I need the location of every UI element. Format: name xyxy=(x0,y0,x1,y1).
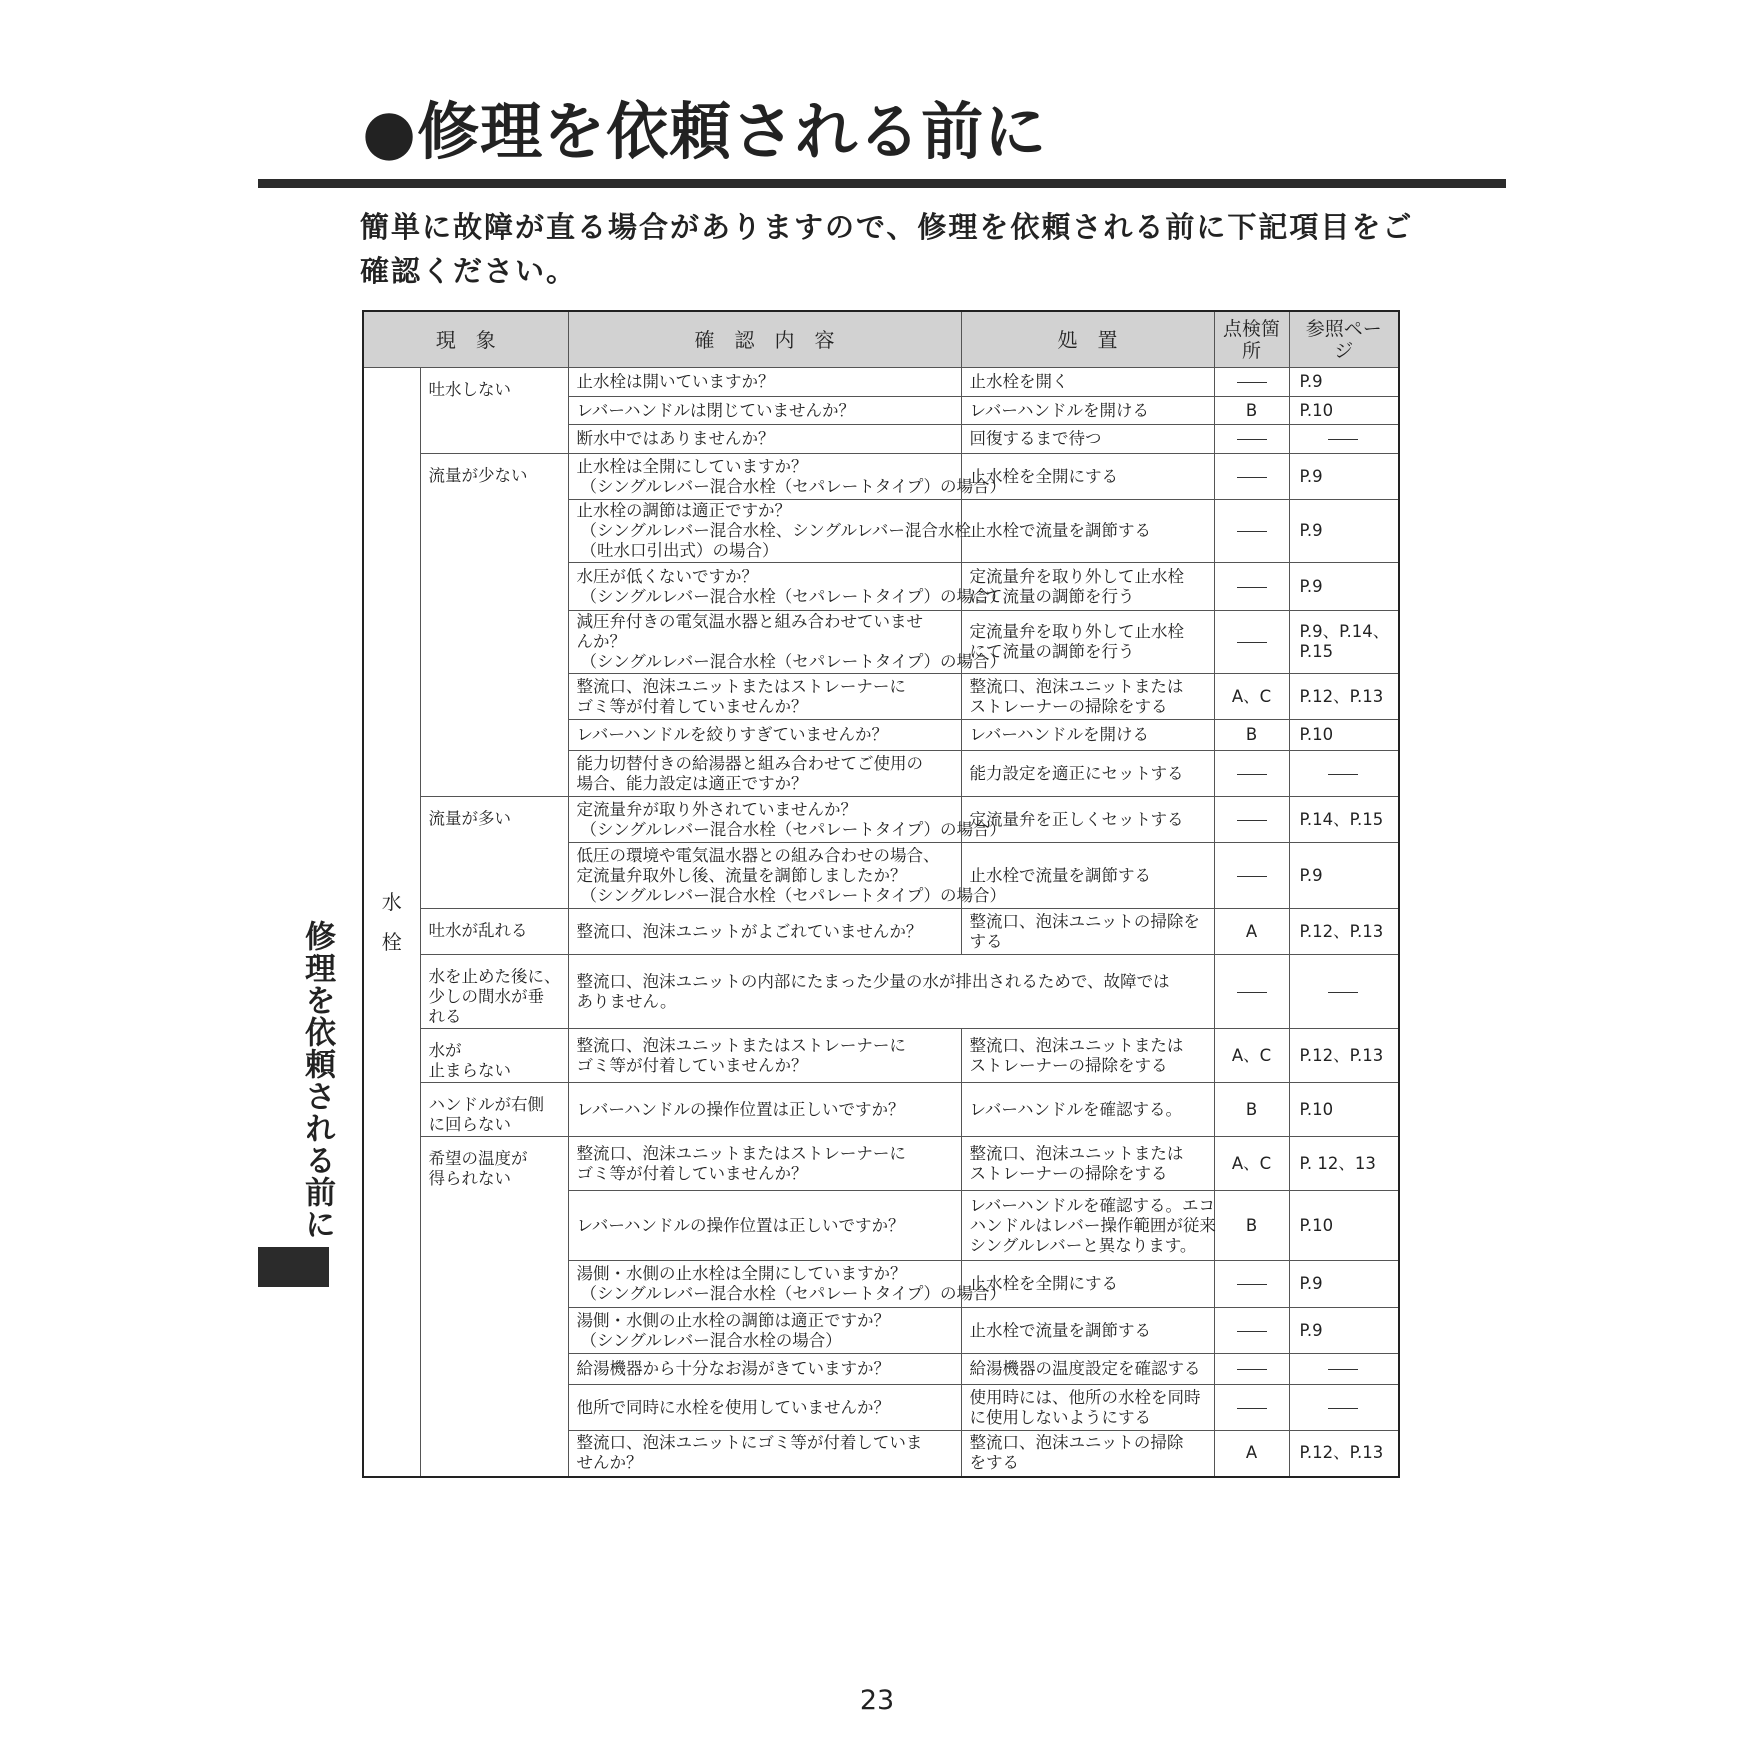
dash-mark xyxy=(1237,1284,1267,1285)
dash-mark xyxy=(1328,1408,1358,1409)
location-cell: A、C xyxy=(1214,674,1289,720)
reference-cell: P.9 xyxy=(1289,454,1399,500)
symptom-cell: 流量が多い xyxy=(420,797,568,909)
action-cell: 止水栓で流量を調節する xyxy=(961,843,1214,909)
location-cell: B xyxy=(1214,1083,1289,1137)
dash-mark xyxy=(1237,992,1267,993)
dash-mark xyxy=(1237,382,1267,383)
check-cell: 止水栓は全開にしていますか？ （シングルレバー混合水栓（セパレートタイプ）の場合） xyxy=(568,454,961,500)
dash-mark xyxy=(1237,587,1267,588)
location-cell xyxy=(1214,368,1289,397)
side-tab-block xyxy=(258,1247,329,1287)
table-header-row xyxy=(363,311,1399,368)
check-cell: 整流口、泡沫ユニットまたはストレーナーに ゴミ等が付着していませんか？ xyxy=(568,1137,961,1191)
dash-mark xyxy=(1237,1331,1267,1332)
action-cell: レバーハンドルを確認する。 xyxy=(961,1083,1214,1137)
reference-cell xyxy=(1289,425,1399,454)
page-number: 23 xyxy=(859,1685,895,1716)
action-cell: 整流口、泡沫ユニットまたは ストレーナーの掃除をする xyxy=(961,674,1214,720)
header-check: 確 認 内 容 xyxy=(568,311,961,368)
reference-cell: P.12、P.13 xyxy=(1289,1431,1399,1477)
location-cell xyxy=(1214,1354,1289,1385)
check-cell: レバーハンドルは閉じていませんか？ xyxy=(568,397,961,425)
check-cell: 能力切替付きの給湯器と組み合わせてご使用の 場合、能力設定は適正ですか？ xyxy=(568,751,961,797)
check-cell: 他所で同時に水栓を使用していませんか？ xyxy=(568,1385,961,1431)
reference-cell: P.9、P.14、 P.15 xyxy=(1289,611,1399,674)
action-cell: 止水栓で流量を調節する xyxy=(961,500,1214,563)
reference-cell: P.10 xyxy=(1289,720,1399,751)
dash-mark xyxy=(1328,774,1358,775)
reference-cell: P.9 xyxy=(1289,1308,1399,1354)
page-title: ●修理を依頼される前に xyxy=(362,95,1048,168)
location-cell: A xyxy=(1214,909,1289,955)
header-location: 点検箇所 xyxy=(1214,311,1289,368)
reference-cell: P.10 xyxy=(1289,1083,1399,1137)
action-cell: 整流口、泡沫ユニットまたは ストレーナーの掃除をする xyxy=(961,1029,1214,1083)
check-cell: 整流口、泡沫ユニットにゴミ等が付着していま せんか？ xyxy=(568,1431,961,1477)
dash-mark xyxy=(1237,1369,1267,1370)
check-cell: 湯側・水側の止水栓の調節は適正ですか？ （シングルレバー混合水栓の場合） xyxy=(568,1308,961,1354)
reference-cell xyxy=(1289,1385,1399,1431)
check-cell: 湯側・水側の止水栓は全開にしていますか？ （シングルレバー混合水栓（セパレートタイプ）の場合） xyxy=(568,1261,961,1308)
location-cell xyxy=(1214,843,1289,909)
action-cell: レバーハンドルを開ける xyxy=(961,397,1214,425)
reference-cell: P.9 xyxy=(1289,563,1399,611)
action-cell: 止水栓を全開にする xyxy=(961,454,1214,500)
location-cell xyxy=(1214,1385,1289,1431)
dash-mark xyxy=(1237,820,1267,821)
header-reference: 参照ページ xyxy=(1289,311,1399,368)
reference-cell xyxy=(1289,1354,1399,1385)
reference-cell: P.10 xyxy=(1289,397,1399,425)
action-cell: 定流量弁を取り外して止水栓 にて流量の調節を行う xyxy=(961,611,1214,674)
action-cell: 定流量弁を取り外して止水栓 にて流量の調節を行う xyxy=(961,563,1214,611)
check-cell: 減圧弁付きの電気温水器と組み合わせていませ んか？ （シングルレバー混合水栓（セパレートタイプ）の場合） xyxy=(568,611,961,674)
check-cell: レバーハンドルの操作位置は正しいですか？ xyxy=(568,1191,961,1261)
header-action: 処 置 xyxy=(961,311,1214,368)
table-row xyxy=(363,909,1399,955)
symptom-cell: 吐水が乱れる xyxy=(420,909,568,955)
location-cell xyxy=(1214,425,1289,454)
dash-mark xyxy=(1328,992,1358,993)
location-cell xyxy=(1214,1308,1289,1354)
check-cell: 断水中ではありませんか？ xyxy=(568,425,961,454)
reference-cell xyxy=(1289,955,1399,1029)
reference-cell: P.10 xyxy=(1289,1191,1399,1261)
header-phenomenon: 現 象 xyxy=(363,311,568,368)
location-cell: B xyxy=(1214,1191,1289,1261)
symptom-cell: 吐水しない xyxy=(420,368,568,454)
troubleshooting-table xyxy=(362,310,1400,1478)
action-cell: 回復するまで待つ xyxy=(961,425,1214,454)
check-cell: 止水栓の調節は適正ですか？ （シングルレバー混合水栓、シングルレバー混合水栓 （吐水口引出式）の場合） xyxy=(568,500,961,563)
reference-cell: P. 12、13 xyxy=(1289,1137,1399,1191)
title-rule xyxy=(258,179,1506,188)
action-cell: レバーハンドルを確認する。エコ ハンドルはレバー操作範囲が従来 シングルレバーと異なります。 xyxy=(961,1191,1214,1261)
check-cell: 給湯機器から十分なお湯がきていますか？ xyxy=(568,1354,961,1385)
action-cell: 止水栓を開く xyxy=(961,368,1214,397)
action-cell: 止水栓で流量を調節する xyxy=(961,1308,1214,1354)
check-cell: 整流口、泡沫ユニットの内部にたまった少量の水が排出されるためで、故障では ありません。 xyxy=(568,955,1214,1029)
check-cell: 整流口、泡沫ユニットまたはストレーナーに ゴミ等が付着していませんか？ xyxy=(568,674,961,720)
check-cell: 止水栓は開いていますか？ xyxy=(568,368,961,397)
reference-cell: P.12、P.13 xyxy=(1289,909,1399,955)
table-row xyxy=(363,1029,1399,1083)
reference-cell: P.9 xyxy=(1289,500,1399,563)
dash-mark xyxy=(1237,642,1267,643)
location-cell: A、C xyxy=(1214,1029,1289,1083)
table-row xyxy=(363,1137,1399,1191)
dash-mark xyxy=(1237,876,1267,877)
category-cell: 水 栓 xyxy=(363,368,420,1477)
action-cell: 使用時には、他所の水栓を同時 に使用しないようにする xyxy=(961,1385,1214,1431)
check-cell: 水圧が低くないですか？ （シングルレバー混合水栓（セパレートタイプ）の場合） xyxy=(568,563,961,611)
location-cell xyxy=(1214,797,1289,843)
location-cell xyxy=(1214,454,1289,500)
location-cell xyxy=(1214,500,1289,563)
location-cell xyxy=(1214,611,1289,674)
table-row xyxy=(363,368,1399,397)
table-body xyxy=(363,368,1399,1477)
dash-mark xyxy=(1237,774,1267,775)
dash-mark xyxy=(1328,1369,1358,1370)
location-cell: B xyxy=(1214,397,1289,425)
action-cell: 止水栓を全開にする xyxy=(961,1261,1214,1308)
check-cell: 低圧の環境や電気温水器との組み合わせの場合、 定流量弁取外し後、流量を調節しましたか？ （シングルレバー混合水栓（セパレートタイプ）の場合） xyxy=(568,843,961,909)
check-cell: 整流口、泡沫ユニットまたはストレーナーに ゴミ等が付着していませんか？ xyxy=(568,1029,961,1083)
location-cell: B xyxy=(1214,720,1289,751)
action-cell: 定流量弁を正しくセットする xyxy=(961,797,1214,843)
table-row xyxy=(363,797,1399,843)
dash-mark xyxy=(1237,439,1267,440)
dash-mark xyxy=(1237,1408,1267,1409)
action-cell: レバーハンドルを開ける xyxy=(961,720,1214,751)
location-cell xyxy=(1214,955,1289,1029)
dash-mark xyxy=(1237,531,1267,532)
table-row xyxy=(363,955,1399,1029)
action-cell: 整流口、泡沫ユニットまたは ストレーナーの掃除をする xyxy=(961,1137,1214,1191)
location-cell xyxy=(1214,563,1289,611)
action-cell: 整流口、泡沫ユニットの掃除 をする xyxy=(961,1431,1214,1477)
reference-cell: P.9 xyxy=(1289,843,1399,909)
action-cell: 能力設定を適正にセットする xyxy=(961,751,1214,797)
intro-text: 簡単に故障が直る場合がありますので、修理を依頼される前に下記項目をご確認ください。 xyxy=(360,210,1414,288)
action-cell: 給湯機器の温度設定を確認する xyxy=(961,1354,1214,1385)
symptom-cell: 水が 止まらない xyxy=(420,1029,568,1083)
table-row xyxy=(363,1083,1399,1137)
symptom-cell: 流量が少ない xyxy=(420,454,568,797)
reference-cell xyxy=(1289,751,1399,797)
location-cell: A xyxy=(1214,1431,1289,1477)
reference-cell: P.14、P.15 xyxy=(1289,797,1399,843)
dash-mark xyxy=(1328,439,1358,440)
dash-mark xyxy=(1237,477,1267,478)
location-cell xyxy=(1214,751,1289,797)
check-cell: 整流口、泡沫ユニットがよごれていませんか？ xyxy=(568,909,961,955)
reference-cell: P.9 xyxy=(1289,368,1399,397)
side-tab-label: 修理を依頼される前に xyxy=(299,920,335,1240)
symptom-cell: ハンドルが右側 に回らない xyxy=(420,1083,568,1137)
reference-cell: P.9 xyxy=(1289,1261,1399,1308)
reference-cell: P.12、P.13 xyxy=(1289,1029,1399,1083)
symptom-cell: 水を止めた後に、 少しの間水が垂 れる xyxy=(420,955,568,1029)
location-cell xyxy=(1214,1261,1289,1308)
location-cell: A、C xyxy=(1214,1137,1289,1191)
check-cell: レバーハンドルを絞りすぎていませんか？ xyxy=(568,720,961,751)
action-cell: 整流口、泡沫ユニットの掃除を する xyxy=(961,909,1214,955)
check-cell: 定流量弁が取り外されていませんか？ （シングルレバー混合水栓（セパレートタイプ）の場合） xyxy=(568,797,961,843)
symptom-cell: 希望の温度が 得られない xyxy=(420,1137,568,1477)
reference-cell: P.12、P.13 xyxy=(1289,674,1399,720)
table-row xyxy=(363,454,1399,500)
check-cell: レバーハンドルの操作位置は正しいですか？ xyxy=(568,1083,961,1137)
